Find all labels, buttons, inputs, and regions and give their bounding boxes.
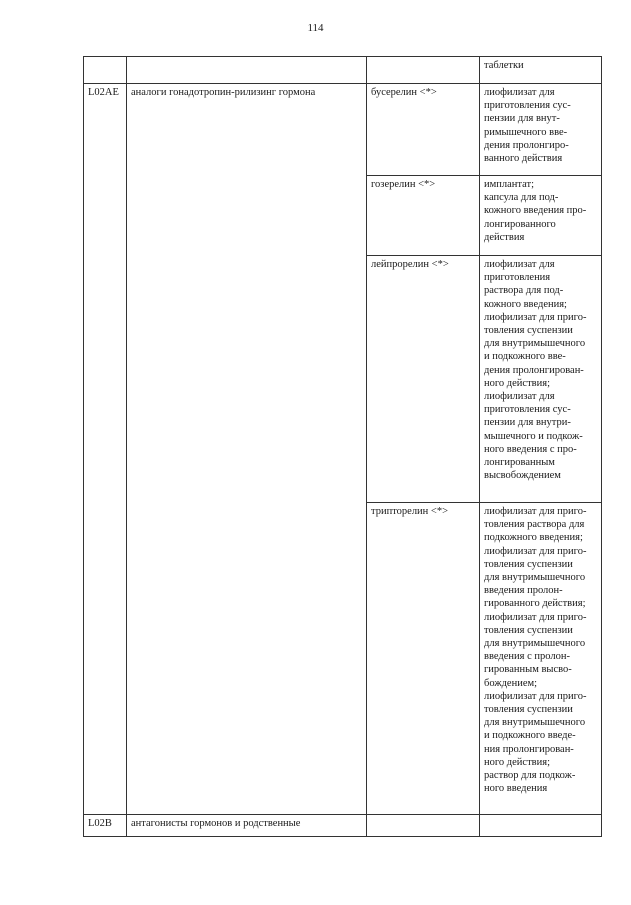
dosage-form-cell: лиофилизат для приготовления раствора для под- кожного введения; лиофилизат для приго- товления суспензии для внутримышечного и подкожного вве- дения пролонгирован- ного действия; лиофилизат для приготовления сус- пензии для внутри- мышечного и подкож- ного введения с про- лонгированным высвобождением (480, 256, 602, 503)
dosage-form-cell: имплантат; капсула для под- кожного введения про- лонгированного действия (480, 176, 602, 256)
atc-code-cell (84, 57, 127, 84)
table-row (84, 815, 602, 837)
table-row (84, 84, 602, 176)
atc-code-cell: L02AE (84, 84, 127, 815)
dosage-form-cell: лиофилизат для приготовления сус- пензии для внут- римышечного вве- дения пролонгиро- ванного действия (480, 84, 602, 176)
dosage-form-cell (480, 815, 602, 837)
drug-name-cell (367, 57, 480, 84)
page-number: 114 (307, 22, 324, 34)
dosage-form-cell: таблетки (480, 57, 602, 84)
drug-name-cell: трипторелин <*> (367, 503, 480, 815)
dosage-form-cell: лиофилизат для приго- товления раствора для подкожного введения; лиофилизат для приго- товления суспензии для внутримышечного введения пролон- гированного действия; лиофилизат для приго- товления суспензии для внутримышечного введения с пролон- гированным высво- бождением; лиофилизат для приго- товления суспензии для внутримышечного и подкожного введе- ния пролонгирован- ного действия; раствор для подкож- ного введения (480, 503, 602, 815)
atc-code-cell: L02B (84, 815, 127, 837)
group-cell: аналоги гонадотропин-рилизинг гормона (127, 84, 367, 815)
drug-name-cell: гозерелин <*> (367, 176, 480, 256)
drug-name-cell: лейпрорелин <*> (367, 256, 480, 503)
drug-name-cell (367, 815, 480, 837)
group-cell (127, 57, 367, 84)
drug-table (83, 56, 602, 837)
drug-name-cell: бусерелин <*> (367, 84, 480, 176)
table-row (84, 57, 602, 84)
group-cell: антагонисты гормонов и родственные (127, 815, 367, 837)
